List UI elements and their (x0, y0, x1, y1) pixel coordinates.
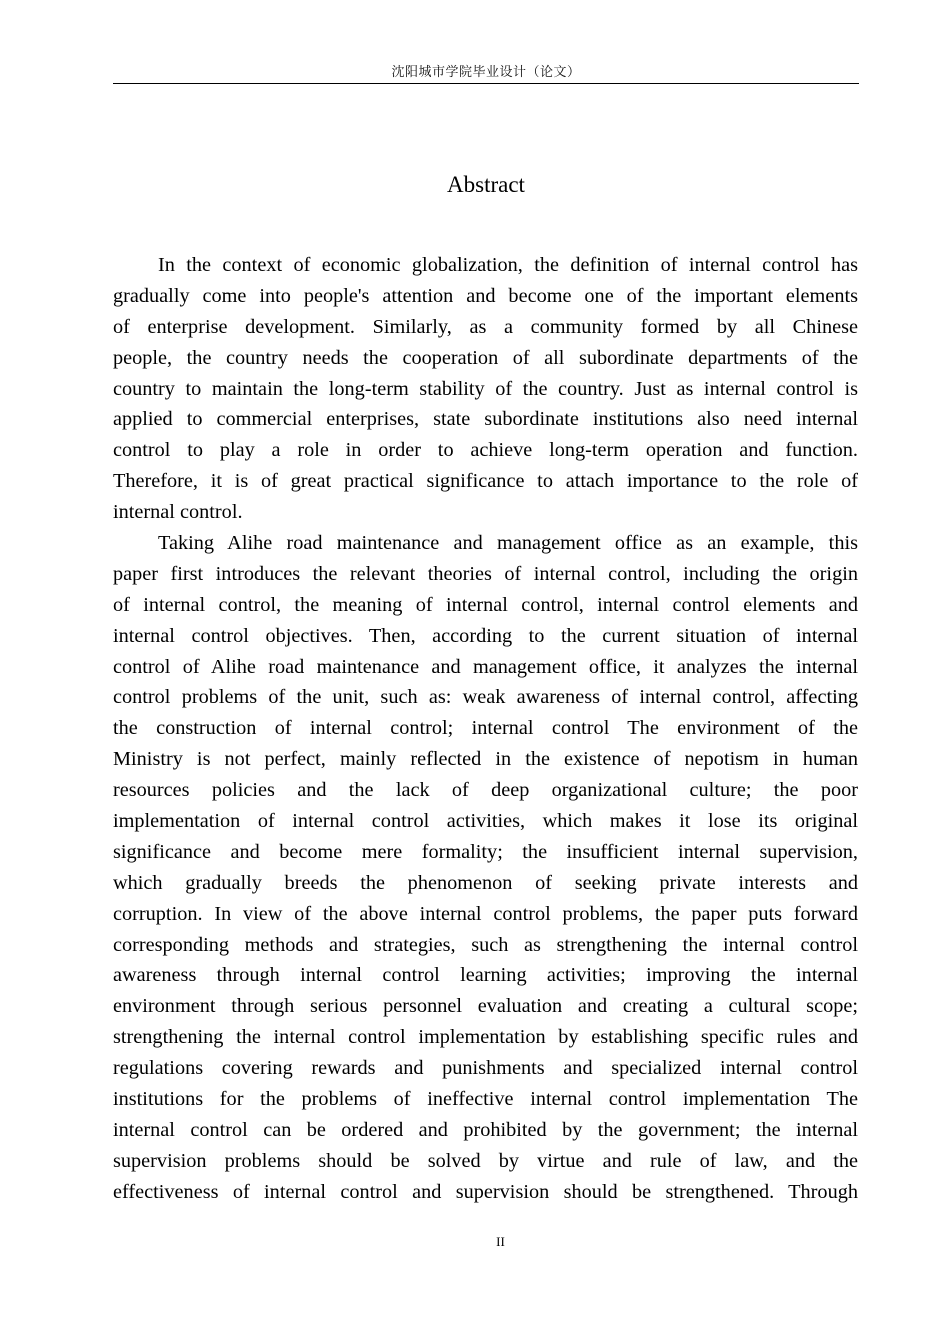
text-line: strengthening the internal control implementation by establishing specific rules and (113, 1026, 858, 1049)
text-line: internal control objectives. Then, according to the current situation of internal (113, 624, 858, 647)
page-number: II (496, 1234, 505, 1249)
text-line: control to play a role in order to achieve long-term operation and function. (113, 439, 858, 462)
text-line: implementation of internal control activities, which makes it lose its original (113, 810, 858, 833)
text-line: institutions for the problems of ineffective internal control implementation The (113, 1088, 858, 1111)
text-line: effectiveness of internal control and supervision should be strengthened. Through (113, 1180, 858, 1203)
text-line: resources policies and the lack of deep organizational culture; the poor (113, 779, 858, 802)
text-line: of enterprise development. Similarly, as a community formed by all Chinese (113, 315, 858, 338)
text-line: corruption. In view of the above internal control problems, the paper puts forward (113, 902, 858, 925)
text-line: Ministry is not perfect, mainly reflected in the existence of nepotism in human (113, 748, 858, 771)
text-line: which gradually breeds the phenomenon of seeking private interests and (113, 871, 858, 894)
text-line: gradually come into people's attention and become one of the important elements (113, 284, 858, 307)
text-line: significance and become mere formality; the insufficient internal supervision, (113, 840, 858, 863)
text-line: control problems of the unit, such as: weak awareness of internal control, affecting (113, 686, 858, 709)
text-line: internal control. (113, 501, 243, 524)
text-line: Taking Alihe road maintenance and management office as an example, this (158, 532, 858, 555)
text-line: country to maintain the long-term stability of the country. Just as internal control is (113, 377, 858, 400)
abstract-title: Abstract (447, 172, 525, 197)
text-line: paper first introduces the relevant theories of internal control, including the origin (113, 562, 858, 585)
text-line: regulations covering rewards and punishments and specialized internal control (113, 1057, 858, 1080)
text-line: environment through serious personnel evaluation and creating a cultural scope; (113, 995, 858, 1018)
text-line: corresponding methods and strategies, such as strengthening the internal control (113, 933, 858, 956)
text-line: awareness through internal control learning activities; improving the internal (113, 964, 858, 987)
text-line: internal control can be ordered and prohibited by the government; the internal (113, 1118, 858, 1141)
abstract-body (113, 250, 858, 1208)
text-line: supervision problems should be solved by virtue and rule of law, and the (113, 1149, 858, 1172)
text-line: people, the country needs the cooperation of all subordinate departments of the (113, 346, 858, 369)
text-line: control of Alihe road maintenance and management office, it analyzes the internal (113, 655, 858, 678)
text-line: the construction of internal control; internal control The environment of the (113, 717, 858, 740)
running-header: 沈阳城市学院毕业设计（论文） (391, 65, 581, 80)
header-rule (113, 83, 859, 84)
text-line: In the context of economic globalization, the definition of internal control has (158, 254, 858, 276)
text-line: Therefore, it is of great practical significance to attach importance to the role of (113, 470, 858, 493)
paragraph-2 (113, 528, 858, 1208)
text-line: applied to commercial enterprises, state subordinate institutions also need internal (113, 408, 858, 431)
text-line: of internal control, the meaning of internal control, internal control elements and (113, 593, 858, 616)
paragraph-1 (113, 250, 858, 528)
